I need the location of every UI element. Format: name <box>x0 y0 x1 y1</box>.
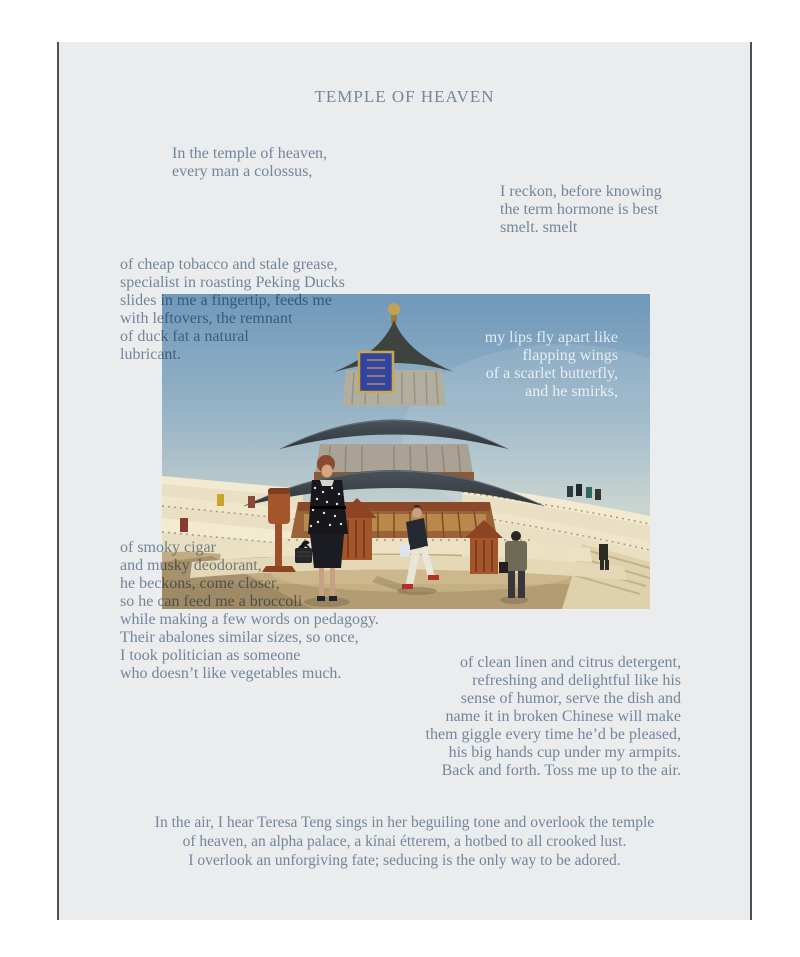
stanza-opening <box>172 145 327 181</box>
poem-line: who doesn’t like vegetables much. <box>120 665 342 682</box>
stanza-tobacco <box>120 256 345 364</box>
poem-line: of duck fat a natural <box>120 328 249 345</box>
poem-line: flapping wings <box>522 347 618 364</box>
page-title: TEMPLE OF HEAVEN <box>314 87 495 106</box>
poem-line: Back and forth. Toss me up to the air. <box>441 762 681 779</box>
poem-line: sense of humor, serve the dish and <box>460 690 681 707</box>
stanza-lips <box>485 329 618 401</box>
temple-plaque <box>359 352 393 392</box>
poem-line: refreshing and delightful like his <box>472 672 681 689</box>
poem-line: of clean linen and citrus detergent, <box>460 654 681 671</box>
stanza-reckon <box>500 183 662 237</box>
poem-line: and he smirks, <box>525 383 618 400</box>
poem-line: specialist in roasting Peking Ducks <box>120 274 345 291</box>
poem-line: smelt. smelt <box>500 219 578 236</box>
poem-line: slides in me a fingertip, feeds me <box>120 292 332 309</box>
poem-line: every man a colossus, <box>172 163 313 180</box>
poem-line: I reckon, before knowing <box>500 183 662 200</box>
poem-line: so he can feed me a broccoli <box>120 593 303 610</box>
poem-line: them giggle every time he’d be pleased, <box>425 726 681 743</box>
poem-line: Their abalones similar sizes, so once, <box>120 629 359 646</box>
poem-line: of heaven, an alpha palace, a kínai étterem, a hotbed to all crooked lust. <box>182 833 627 850</box>
poem-line: while making a few words on pedagogy. <box>120 611 379 628</box>
poem-line: he beckons, come closer, <box>120 575 280 592</box>
poem-line: of a scarlet butterfly, <box>485 365 618 382</box>
stanza-cigar <box>120 539 379 683</box>
poem-line: his big hands cup under my armpits. <box>448 744 681 761</box>
poem-line: I overlook an unforgiving fate; seducing is the only way to be adored. <box>188 852 621 869</box>
poem-line: I took politician as someone <box>120 647 301 664</box>
poem-page <box>57 42 752 920</box>
poem-line: my lips fly apart like <box>484 329 618 346</box>
poem-line: the term hormone is best <box>500 201 659 218</box>
poem-line: name it in broken Chinese will make <box>445 708 681 725</box>
poem-line: In the temple of heaven, <box>172 145 328 162</box>
poem-line: In the air, I hear Teresa Teng sings in her beguiling tone and overlook the temple <box>154 814 655 831</box>
stanza-closing <box>59 813 750 870</box>
poem-line: with leftovers, the remnant <box>120 310 293 327</box>
poem-line: of cheap tobacco and stale grease, <box>120 256 338 273</box>
poem-line: lubricant. <box>120 346 181 363</box>
stanza-linen <box>426 654 681 780</box>
poem-line: and musky deodorant, <box>120 557 262 574</box>
poem-line: of smoky cigar <box>120 539 216 556</box>
